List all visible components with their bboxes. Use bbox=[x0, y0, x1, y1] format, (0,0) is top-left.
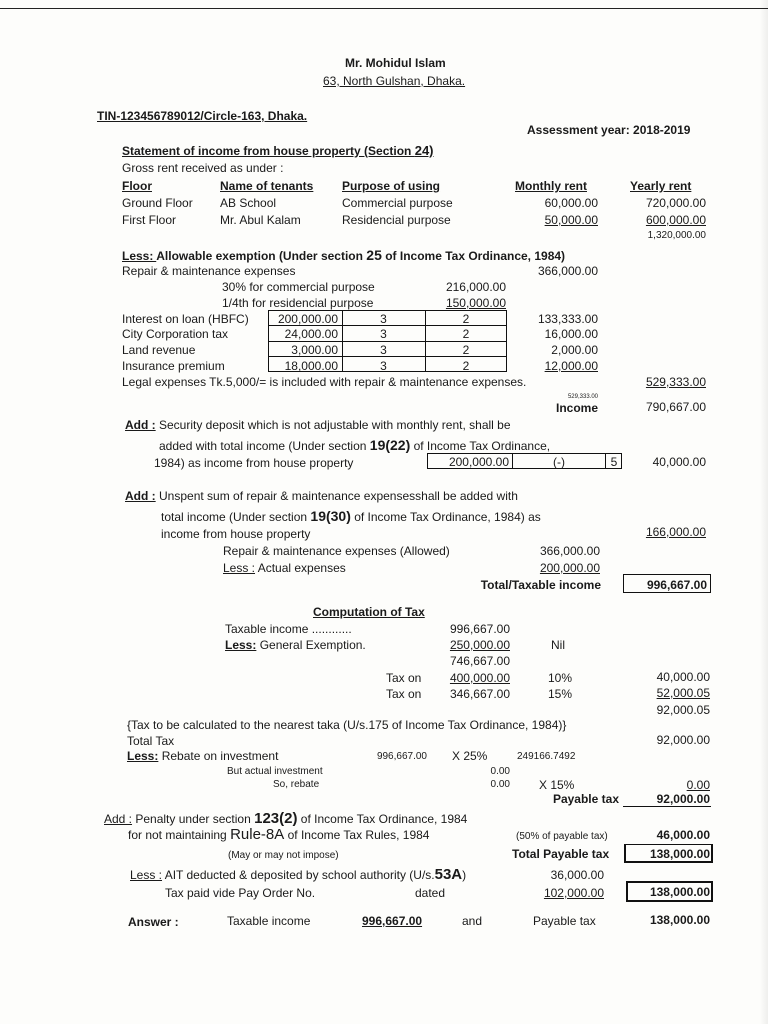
comp-exemption-text: General Exemption. bbox=[256, 638, 366, 652]
payable-value: 92,000.00 bbox=[656, 792, 710, 806]
so-rebate-label: So, rebate bbox=[273, 779, 320, 790]
actual-value: 200,000.00 bbox=[539, 561, 600, 575]
income-value: 790,667.00 bbox=[645, 400, 706, 414]
payable-rule bbox=[623, 806, 711, 807]
total-tax-value: 92,000.00 bbox=[656, 733, 710, 747]
security-amount: 200,000.00 bbox=[448, 455, 509, 469]
actual-label-text: Actual expenses bbox=[255, 561, 346, 575]
security-add: Add : bbox=[125, 418, 156, 432]
ait-less: Less : bbox=[130, 868, 163, 882]
assessment-year: Assessment year: 2018-2019 bbox=[527, 123, 691, 137]
item-denominator: 3 bbox=[380, 327, 387, 341]
owner-address: 63, North Gulshan, Dhaka. bbox=[323, 74, 466, 88]
item-amount: 18,000.00 bbox=[284, 359, 338, 373]
col-purpose: Purpose of using bbox=[342, 179, 441, 193]
grid-row-line-2 bbox=[268, 341, 507, 342]
rebate-label-text: Rebate on investment bbox=[158, 749, 279, 763]
unspent-add: Add : bbox=[125, 489, 156, 503]
total-paid-value: 138,000.00 bbox=[649, 885, 710, 899]
item-value: 2,000.00 bbox=[551, 343, 598, 357]
comp-exemption-label bbox=[225, 638, 366, 652]
comp-exemption-rate: Nil bbox=[551, 638, 565, 652]
rebate-label bbox=[127, 749, 278, 763]
ait-line bbox=[130, 868, 466, 882]
total-taxable-value: 996,667.00 bbox=[646, 578, 707, 592]
comp-taxable-label: Taxable income ............ bbox=[225, 622, 352, 636]
purpose-ground: Commercial purpose bbox=[342, 196, 453, 210]
slab-label: Tax on bbox=[386, 671, 422, 685]
penalty-section: 123(2) bbox=[254, 810, 298, 827]
security-value: 40,000.00 bbox=[652, 455, 706, 469]
repair-value: 366,000.00 bbox=[537, 264, 598, 278]
rebate-final: 0.00 bbox=[686, 778, 710, 792]
slab-total: 92,000.05 bbox=[656, 703, 710, 717]
exemption-title bbox=[122, 248, 565, 263]
page-top-rule bbox=[0, 8, 768, 9]
ait-value: 36,000.00 bbox=[550, 868, 604, 882]
answer-taxable-label: Taxable income bbox=[227, 914, 311, 928]
ait-section: 53A bbox=[434, 866, 463, 883]
residential-value: 150,000.00 bbox=[445, 296, 506, 310]
unspent-line-2-tail: of Income Tax Ordinance, 1984) as bbox=[350, 510, 541, 524]
security-section: 19(22) bbox=[369, 437, 411, 453]
slab-rate: 15% bbox=[548, 687, 573, 701]
unspent-line-1 bbox=[125, 489, 518, 503]
security-line-1-text: Security deposit which is not adjustable with monthly rent, shall be bbox=[159, 418, 511, 432]
comp-balance: 746,667.00 bbox=[449, 654, 510, 668]
item-amount: 24,000.00 bbox=[284, 327, 338, 341]
house-property-section: 24) bbox=[414, 143, 434, 158]
exemption-title-tail: of Income Tax Ordinance, 1984) bbox=[381, 249, 566, 263]
floor-ground: Ground Floor bbox=[122, 196, 193, 210]
owner-name: Mr. Mohidul Islam bbox=[345, 56, 446, 70]
monthly-first: 50,000.00 bbox=[544, 213, 598, 227]
penalty-add: Add : bbox=[104, 812, 133, 826]
gross-rent-label: Gross rent received as under : bbox=[122, 161, 284, 175]
rebate-rate: X 25% bbox=[452, 749, 488, 763]
actual-label bbox=[223, 561, 346, 575]
unspent-line-1-text: Unspent sum of repair & maintenance expensesshall be added with bbox=[159, 489, 518, 503]
yearly-first: 600,000.00 bbox=[645, 213, 706, 227]
answer-payable-value: 138,000.00 bbox=[649, 913, 710, 927]
computation-title: Computation of Tax bbox=[313, 605, 425, 619]
actual-investment-value: 0.00 bbox=[490, 766, 510, 777]
ait-line-tail: ) bbox=[462, 868, 467, 882]
security-line-2-tail: of Income Tax Ordinance, bbox=[410, 439, 551, 453]
item-amount: 200,000.00 bbox=[277, 312, 338, 326]
commercial-label: 30% for commercial purpose bbox=[222, 280, 375, 294]
item-numerator: 2 bbox=[462, 312, 470, 326]
security-line-1 bbox=[125, 418, 511, 432]
total-payable-value: 138,000.00 bbox=[649, 847, 710, 861]
house-property-title bbox=[122, 144, 434, 158]
tenant-first: Mr. Abul Kalam bbox=[220, 213, 301, 227]
payorder-label: Tax paid vide Pay Order No. bbox=[165, 886, 316, 900]
col-tenant: Name of tenants bbox=[220, 179, 314, 193]
legal-note: Legal expenses Tk.5,000/= is included with repair & maintenance expenses. bbox=[122, 375, 527, 389]
answer-label: Answer : bbox=[128, 915, 179, 929]
item-numerator: 2 bbox=[462, 359, 470, 373]
item-label: Insurance premium bbox=[122, 359, 225, 373]
security-line-3: 1984) as income from house property bbox=[154, 456, 354, 470]
item-denominator: 3 bbox=[380, 312, 387, 326]
exemption-handnote: 529,333.00 bbox=[567, 394, 598, 400]
penalty-line-2-text: for not maintaining bbox=[128, 828, 231, 842]
col-monthly: Monthly rent bbox=[515, 179, 587, 193]
item-value: 133,333.00 bbox=[537, 312, 598, 326]
unspent-value: 166,000.00 bbox=[645, 525, 706, 539]
unspent-line-2-text: total income (Under section bbox=[161, 510, 311, 524]
answer-and: and bbox=[462, 914, 483, 928]
allowed-value: 366,000.00 bbox=[539, 544, 600, 558]
item-value: 12,000.00 bbox=[544, 359, 598, 373]
comp-exemption-value: 250,000.00 bbox=[449, 638, 510, 652]
penalty-line-1 bbox=[104, 812, 467, 826]
rebate-result: 249166.7492 bbox=[517, 751, 576, 762]
monthly-ground: 60,000.00 bbox=[544, 196, 598, 210]
unspent-section: 19(30) bbox=[310, 508, 351, 524]
tenant-ground: AB School bbox=[220, 196, 277, 210]
security-line-2-text: added with total income (Under section bbox=[159, 439, 370, 453]
house-property-title-text: Statement of income from house property (Section bbox=[122, 144, 415, 158]
slab-tax: 52,000.05 bbox=[656, 686, 710, 700]
slab-label: Tax on bbox=[386, 687, 422, 701]
exemption-section: 25 bbox=[366, 247, 382, 263]
item-value: 16,000.00 bbox=[544, 327, 598, 341]
residential-label: 1/4th for residencial purpose bbox=[222, 296, 374, 310]
floor-first: First Floor bbox=[122, 213, 176, 227]
item-label: Land revenue bbox=[122, 343, 196, 357]
may-note: (May or may not impose) bbox=[228, 850, 339, 861]
penalty-line-1-text: Penalty under section bbox=[132, 812, 255, 826]
col-floor: Floor bbox=[122, 179, 152, 193]
purpose-first: Residencial purpose bbox=[342, 213, 451, 227]
answer-payable-label: Payable tax bbox=[533, 914, 596, 928]
item-label: Interest on loan (HBFC) bbox=[122, 312, 249, 326]
rebate-less: Less: bbox=[127, 749, 159, 763]
exemption-less: Less: bbox=[122, 249, 157, 263]
commercial-value: 216,000.00 bbox=[445, 280, 506, 294]
item-label: City Corporation tax bbox=[122, 327, 229, 341]
slab-amount: 346,667.00 bbox=[449, 687, 510, 701]
slab-amount: 400,000.00 bbox=[449, 671, 510, 685]
rounding-note: {Tax to be calculated to the nearest taka (U/s.175 of Income Tax Ordinance, 1984)} bbox=[127, 718, 567, 732]
so-rebate-rate: X 15% bbox=[539, 778, 575, 792]
scan-edge-shadow bbox=[760, 0, 768, 1024]
actual-investment-label: But actual investment bbox=[227, 766, 323, 777]
penalty-line-2-tail: of Income Tax Rules, 1984 bbox=[284, 828, 430, 842]
unspent-line-3: income from house property bbox=[161, 527, 311, 541]
penalty-rule: Rule-8A bbox=[230, 826, 285, 843]
total-tax-label: Total Tax bbox=[127, 734, 175, 748]
half-note: (50% of payable tax) bbox=[516, 831, 608, 842]
exemption-total: 529,333.00 bbox=[645, 375, 706, 389]
so-rebate-value: 0.00 bbox=[490, 779, 510, 790]
payorder-dated: dated bbox=[415, 886, 446, 900]
rebate-base: 996,667.00 bbox=[376, 751, 427, 762]
item-numerator: 2 bbox=[462, 343, 470, 357]
gross-rent-total: 1,320,000.00 bbox=[647, 230, 706, 241]
payorder-value: 102,000.00 bbox=[543, 886, 604, 900]
item-denominator: 3 bbox=[380, 343, 387, 357]
tin-number: TIN-123456789012/Circle-163, Dhaka. bbox=[97, 109, 308, 123]
item-denominator: 3 bbox=[380, 359, 387, 373]
security-divisor: 5 bbox=[610, 455, 618, 469]
total-taxable-label: Total/Taxable income bbox=[480, 578, 601, 592]
repair-label: Repair & maintenance expenses bbox=[122, 264, 296, 278]
ait-line-text: AIT deducted & deposited by school authority (U/s. bbox=[162, 868, 435, 882]
security-sign: (-) bbox=[553, 455, 565, 469]
payable-label: Payable tax bbox=[552, 792, 619, 806]
penalty-line-2 bbox=[128, 828, 429, 842]
unspent-line-2 bbox=[161, 509, 541, 524]
income-label: Income bbox=[555, 401, 598, 415]
slab-rate: 10% bbox=[548, 671, 573, 685]
comp-exemption-less: Less: bbox=[225, 638, 257, 652]
answer-taxable-value: 996,667.00 bbox=[362, 914, 423, 928]
item-amount: 3,000.00 bbox=[291, 343, 338, 357]
penalty-line-1-tail: of Income Tax Ordinance, 1984 bbox=[297, 812, 468, 826]
allowed-label: Repair & maintenance expenses (Allowed) bbox=[223, 544, 450, 558]
item-numerator: 2 bbox=[462, 327, 470, 341]
slab-tax: 40,000.00 bbox=[656, 670, 710, 684]
half-value: 46,000.00 bbox=[656, 828, 710, 842]
col-yearly: Yearly rent bbox=[630, 179, 692, 193]
total-payable-label: Total Payable tax bbox=[512, 847, 610, 861]
yearly-ground: 720,000.00 bbox=[645, 196, 706, 210]
exemption-title-text: Allowable exemption (Under section bbox=[156, 249, 367, 263]
comp-taxable-value: 996,667.00 bbox=[449, 622, 510, 636]
actual-less: Less : bbox=[223, 561, 256, 575]
security-line-2 bbox=[159, 438, 550, 453]
